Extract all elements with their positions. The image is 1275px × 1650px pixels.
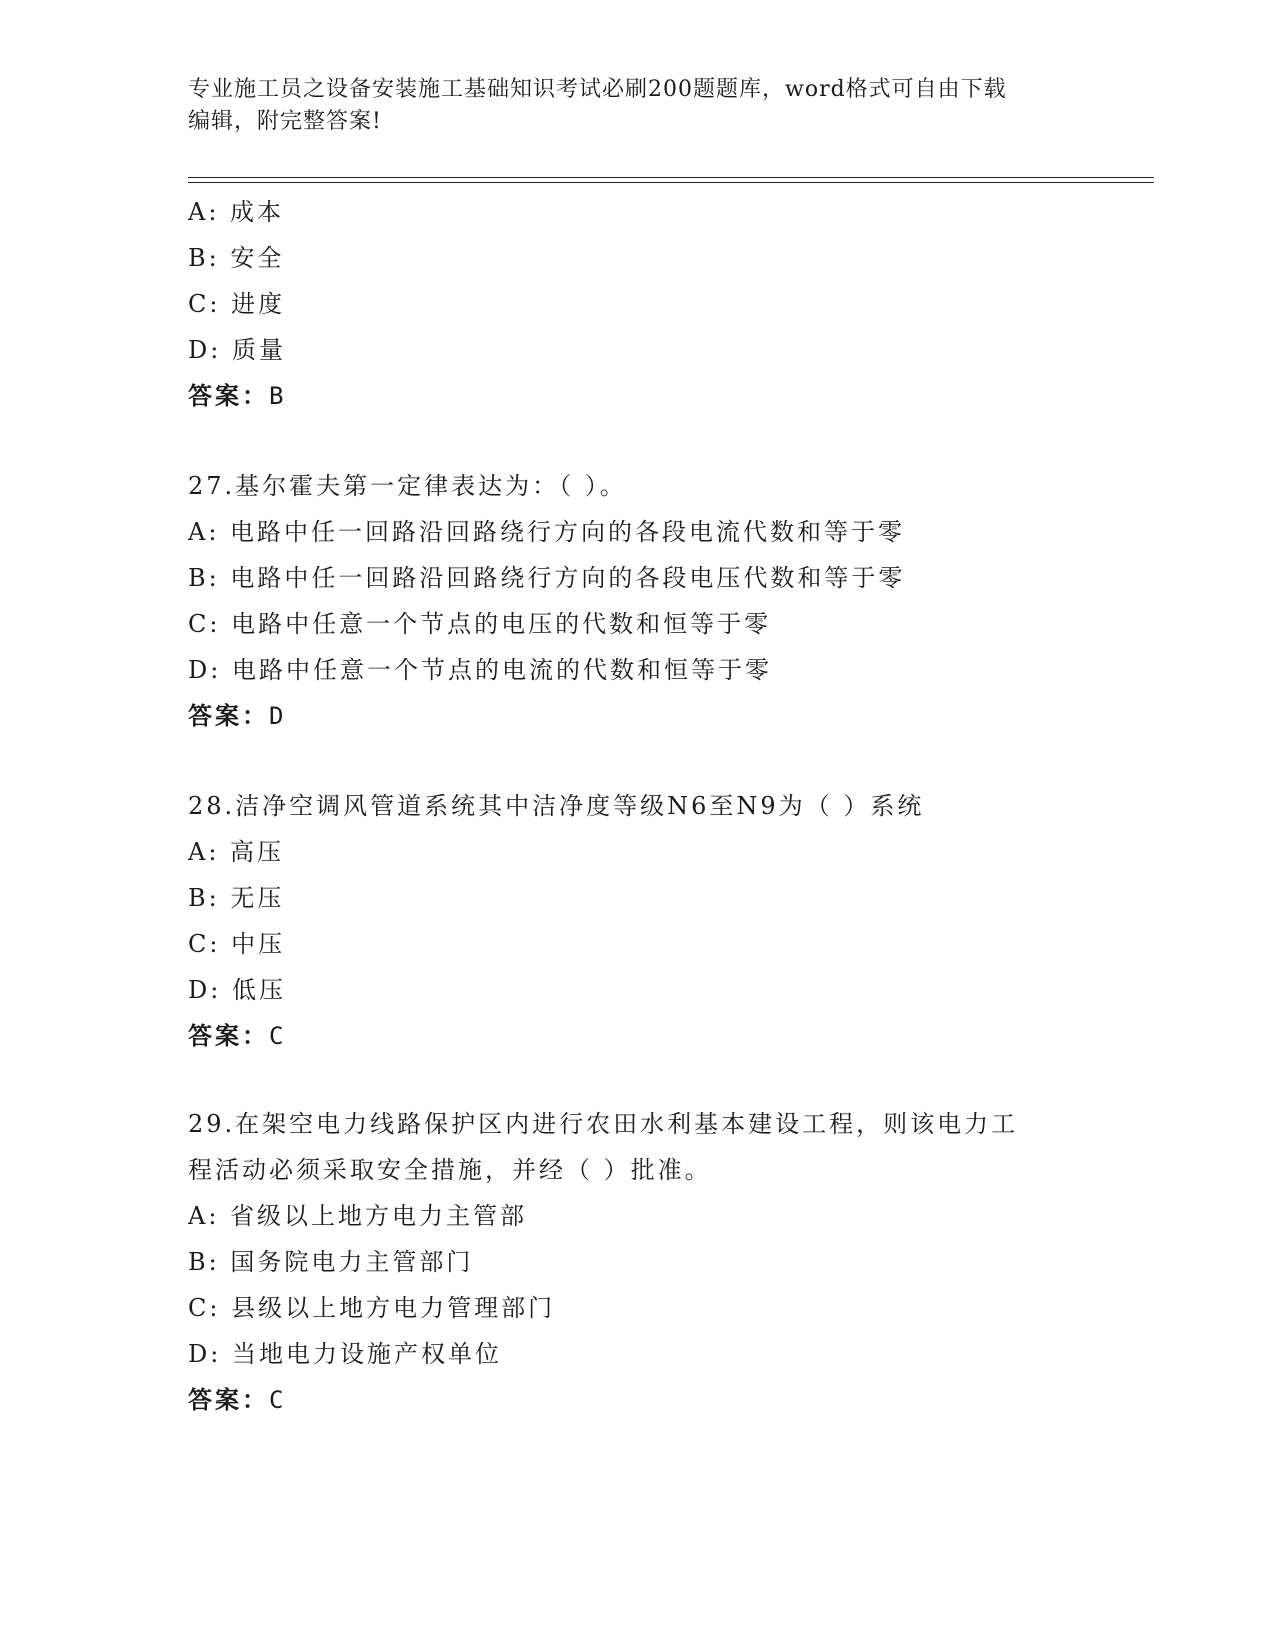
option-c: C: 中压 (188, 930, 286, 958)
answer-line (188, 373, 1088, 419)
option-d: D: 质量 (188, 336, 286, 364)
answer-line (188, 1013, 1088, 1059)
question-text-line-2: 程活动必须采取安全措施，并经（ ）批准。 (188, 1156, 712, 1184)
option-d: D: 电路中任意一个节点的电流的代数和恒等于零 (188, 656, 772, 684)
header-title-line-1: 专业施工员之设备安装施工基础知识考试必刷200题题库，word格式可自由下载 (188, 77, 1007, 102)
header-divider-top (188, 177, 1154, 178)
option-c: C: 进度 (188, 290, 286, 318)
question-text-line-1: 29.在架空电力线路保护区内进行农田水利基本建设工程，则该电力工 (188, 1110, 1019, 1138)
option-b: B: 电路中任一回路沿回路绕行方向的各段电压代数和等于零 (188, 564, 906, 592)
answer-label: 答案： (188, 702, 269, 730)
option-b: B: 安全 (188, 244, 285, 272)
answer-value: C (269, 1386, 287, 1414)
question-block-28 (188, 783, 1088, 1059)
question-block-29 (188, 1101, 1088, 1423)
answer-label: 答案： (188, 1022, 269, 1050)
option-d: D: 当地电力设施产权单位 (188, 1340, 502, 1368)
option-a: A: 电路中任一回路沿回路绕行方向的各段电流代数和等于零 (188, 518, 906, 546)
question-block-26 (188, 189, 1088, 419)
header-title-line-2: 编辑，附完整答案! (188, 109, 382, 134)
document-header (188, 74, 1088, 138)
option-d: D: 低压 (188, 976, 286, 1004)
option-b: B: 国务院电力主管部门 (188, 1248, 474, 1276)
option-a: A: 省级以上地方电力主管部 (188, 1202, 528, 1230)
question-block-27 (188, 463, 1088, 739)
answer-label: 答案： (188, 382, 269, 410)
option-a: A: 成本 (188, 198, 285, 226)
answer-label: 答案： (188, 1386, 269, 1414)
option-b: B: 无压 (188, 884, 285, 912)
answer-value: D (269, 702, 287, 730)
question-text: 28.洁净空调风管道系统其中洁净度等级N6至N9为（ ）系统 (188, 792, 925, 820)
answer-value: C (269, 1022, 287, 1050)
option-c: C: 电路中任意一个节点的电压的代数和恒等于零 (188, 610, 772, 638)
answer-line (188, 693, 1088, 739)
answer-line (188, 1377, 1088, 1423)
option-c: C: 县级以上地方电力管理部门 (188, 1294, 556, 1322)
question-text: 27.基尔霍夫第一定律表达为：（ ）。 (188, 472, 627, 500)
option-a: A: 高压 (188, 838, 285, 866)
answer-value: B (269, 382, 287, 410)
header-divider-bottom (188, 182, 1154, 183)
